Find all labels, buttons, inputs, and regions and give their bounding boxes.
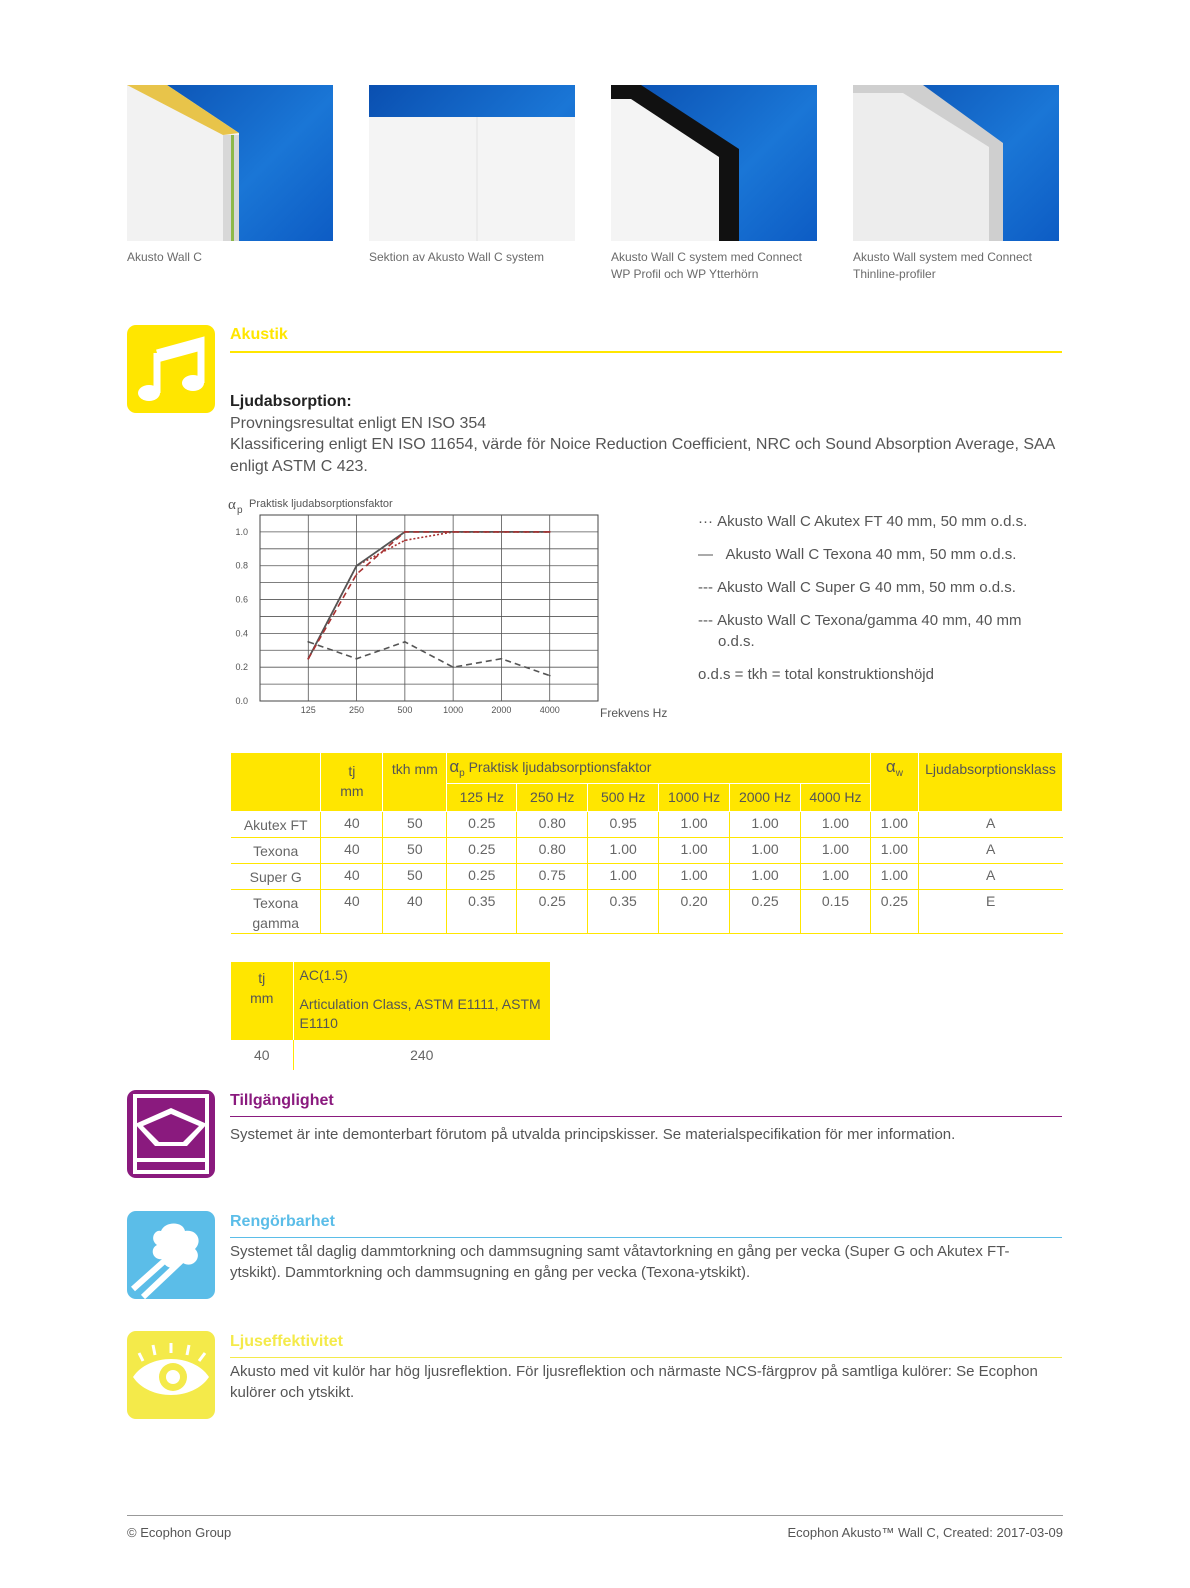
table-cell: 0.20	[659, 889, 730, 933]
chart-series-line	[308, 642, 549, 676]
ac-cell-value: 240	[410, 1047, 434, 1063]
table-cell: A	[918, 863, 1062, 889]
section-text: Systemet är inte demonterbart förutom på utvalda principskisser. Se materialspecifikation för mer information.	[230, 1126, 956, 1143]
legend-item	[698, 544, 1016, 565]
row-label: Akutex FT	[231, 811, 321, 837]
header-freq: 125 Hz	[447, 783, 517, 811]
table-cell: 1.00	[730, 811, 801, 837]
eye-icon	[127, 1331, 215, 1419]
table-cell: 0.25	[447, 863, 517, 889]
table-cell: 40	[383, 889, 447, 933]
chart-xtick-label: 250	[349, 705, 365, 715]
chart-point	[307, 658, 309, 660]
header-alpha-p: $\alpha_p$ Praktisk ljudabsorptionsfaktor	[447, 753, 871, 783]
absorption-table	[231, 753, 1063, 934]
section-title-tillganglighet: Tillgänglighet	[230, 1092, 334, 1109]
table-cell: 0.15	[801, 889, 871, 933]
legend-item	[698, 577, 1016, 598]
table-cell: 1.00	[588, 837, 659, 863]
ac-cell-tj: 40	[231, 1040, 293, 1070]
section-text: Akusto med vit kulör har hög ljusreflektion. För ljusreflektion och närmaste NCS-färgprov på samtliga kulörer: Se Ecophon kulörer och ytskikt.	[230, 1363, 1038, 1401]
section-title-akustik: Akustik	[230, 326, 288, 343]
legend-marker: ---	[698, 612, 713, 629]
legend-item	[698, 610, 1021, 631]
table-row	[231, 837, 1063, 863]
chart-ylabel: Praktisk ljudabsorptionsfaktor	[249, 498, 393, 510]
legend-label: Akusto Wall C Texona/gamma 40 mm, 40 mm	[717, 612, 1022, 629]
table-row	[231, 889, 1063, 933]
table-cell: 0.75	[517, 863, 588, 889]
ljudabsorption-heading: Ljudabsorption:	[230, 393, 352, 410]
table-cell: 0.35	[588, 889, 659, 933]
legend-marker: ---	[698, 579, 713, 596]
table-cell: 40	[321, 811, 383, 837]
header-freq: 4000 Hz	[801, 783, 871, 811]
music-note-icon	[127, 325, 215, 413]
header-blank	[231, 753, 321, 811]
section-divider	[230, 1237, 1062, 1238]
photo-caption: Akusto Wall system med Connect Thinline-profiler	[853, 250, 1032, 281]
chart-point	[356, 565, 358, 567]
product-photo-section	[369, 85, 575, 241]
table-cell: 0.25	[447, 837, 517, 863]
table-cell: 0.80	[517, 837, 588, 863]
chart-xtick-label: 1000	[443, 705, 464, 715]
chart-ytick-label: 0.2	[235, 662, 248, 673]
table-cell: 0.35	[447, 889, 517, 933]
table-cell: 1.00	[801, 837, 871, 863]
section-divider	[230, 1357, 1062, 1358]
product-photo-connect-thinline	[853, 85, 1059, 241]
chart-point	[356, 573, 358, 575]
absorption-chart	[225, 495, 675, 735]
table-row	[231, 863, 1063, 889]
chart-point	[501, 531, 503, 533]
table-cell: 40	[321, 863, 383, 889]
photo-caption: Akusto Wall C system med Connect WP Profil och WP Ytterhörn	[611, 250, 802, 281]
header-freq: 500 Hz	[588, 783, 659, 811]
header-tj: tj mm	[321, 753, 383, 811]
table-cell: 40	[321, 837, 383, 863]
table-cell: 1.00	[730, 837, 801, 863]
table-row	[231, 811, 1063, 837]
intro-text: enligt ASTM C 423.	[230, 458, 368, 475]
legend-marker: —	[698, 546, 713, 563]
chart-plot-area	[260, 515, 598, 701]
table-cell: 0.80	[517, 811, 588, 837]
table-cell: E	[918, 889, 1062, 933]
table-cell: 0.25	[517, 889, 588, 933]
chart-ytick-label: 0.8	[235, 560, 248, 571]
chart-point	[501, 658, 503, 660]
legend-item-continued: o.d.s.	[718, 633, 755, 650]
footer-divider	[127, 1515, 1063, 1516]
table-cell: 1.00	[659, 837, 730, 863]
table-cell: 1.00	[870, 863, 918, 889]
header-class: Ljudabsorptionsklass	[918, 753, 1062, 811]
table-cell: 0.25	[870, 889, 918, 933]
chart-ylabel-sub: p	[237, 505, 243, 516]
section-divider	[230, 351, 1062, 353]
row-label: Texona	[231, 837, 321, 863]
chart-ylabel-symbol: α	[228, 497, 236, 513]
row-label: Texona gamma	[231, 889, 321, 933]
table-cell: 1.00	[588, 863, 659, 889]
legend-label: Akusto Wall C Super G 40 mm, 50 mm o.d.s.	[717, 579, 1016, 596]
table-cell: 1.00	[801, 811, 871, 837]
chart-point	[452, 666, 454, 668]
ac-header-tj: tj mm	[231, 962, 293, 1040]
chart-xtick-label: 4000	[539, 705, 560, 715]
ac-header-desc: AC(1.5) Articulation Class, ASTM E1111, ASTM E1110	[293, 962, 550, 1040]
table-cell: A	[918, 811, 1062, 837]
legend-note: o.d.s = tkh = total konstruktionshöjd	[698, 666, 934, 683]
table-cell: 0.25	[730, 889, 801, 933]
ceiling-tile-icon	[127, 1090, 215, 1178]
intro-text: Provningsresultat enligt EN ISO 354	[230, 415, 487, 432]
header-freq: 2000 Hz	[730, 783, 801, 811]
product-photo-akusto-wall-c	[127, 85, 333, 241]
header-freq: 250 Hz	[517, 783, 588, 811]
header-alpha-w: $\alpha_w$	[870, 753, 918, 811]
row-label: Super G	[231, 863, 321, 889]
chart-ytick-label: 0.6	[235, 594, 248, 605]
chart-point	[404, 539, 406, 541]
chart-xtick-label: 2000	[491, 705, 512, 715]
chart-point	[356, 658, 358, 660]
legend-label: Akusto Wall C Texona 40 mm, 50 mm o.d.s.	[725, 546, 1017, 563]
chart-xlabel: Frekvens Hz	[600, 706, 668, 720]
table-cell: 40	[321, 889, 383, 933]
table-cell: 1.00	[659, 863, 730, 889]
chart-ytick-label: 0.4	[235, 628, 248, 639]
header-freq: 1000 Hz	[659, 783, 730, 811]
footer-copyright: © Ecophon Group	[127, 1525, 232, 1540]
section-title-rengorbarhet: Rengörbarhet	[230, 1213, 335, 1230]
table-cell: 50	[383, 837, 447, 863]
cleaning-hand-icon	[127, 1211, 215, 1299]
legend-marker: ···	[698, 513, 713, 530]
table-cell: 0.25	[447, 811, 517, 837]
table-cell: 50	[383, 811, 447, 837]
chart-ytick-label: 1.0	[235, 526, 248, 537]
articulation-class-table	[231, 962, 550, 1070]
chart-point	[549, 675, 551, 677]
chart-ytick-label: 0.0	[235, 696, 248, 706]
footer-doc-info: Ecophon Akusto™ Wall C, Created: 2017-03-09	[787, 1525, 1063, 1540]
legend-item	[698, 511, 1027, 532]
photo-caption: Sektion av Akusto Wall C system	[369, 250, 544, 264]
table-cell: A	[918, 837, 1062, 863]
intro-text: Klassificering enligt EN ISO 11654, värde för Noice Reduction Coefficient, NRC och Sound Absorption Average, SAA	[230, 436, 1056, 453]
chart-point	[404, 641, 406, 643]
chart-point	[452, 531, 454, 533]
section-divider	[230, 1116, 1062, 1117]
section-text: Systemet tål daglig dammtorkning och dammsugning samt våtavtorkning en gång per vecka (Super G och Akutex FT-ytskikt). Dammtorkning och dammsugning en gång per vecka (Texona-ytskikt).	[230, 1243, 1010, 1281]
legend-label: Akusto Wall C Akutex FT 40 mm, 50 mm o.d.s.	[717, 513, 1028, 530]
chart-point	[549, 531, 551, 533]
table-cell: 1.00	[801, 863, 871, 889]
chart-point	[404, 531, 406, 533]
chart-xtick-label: 125	[300, 705, 316, 715]
chart-series-line	[308, 532, 549, 659]
table-cell: 50	[383, 863, 447, 889]
photo-caption: Akusto Wall C	[127, 250, 202, 264]
product-photo-connect-wp	[611, 85, 817, 241]
table-cell: 1.00	[870, 811, 918, 837]
chart-point	[307, 641, 309, 643]
table-cell: 1.00	[659, 811, 730, 837]
chart-xtick-label: 500	[397, 705, 413, 715]
table-cell: 1.00	[730, 863, 801, 889]
table-cell: 1.00	[870, 837, 918, 863]
header-tkh: tkh mm	[383, 753, 447, 811]
section-title-ljuseffektivitet: Ljuseffektivitet	[230, 1333, 343, 1350]
table-cell: 0.95	[588, 811, 659, 837]
